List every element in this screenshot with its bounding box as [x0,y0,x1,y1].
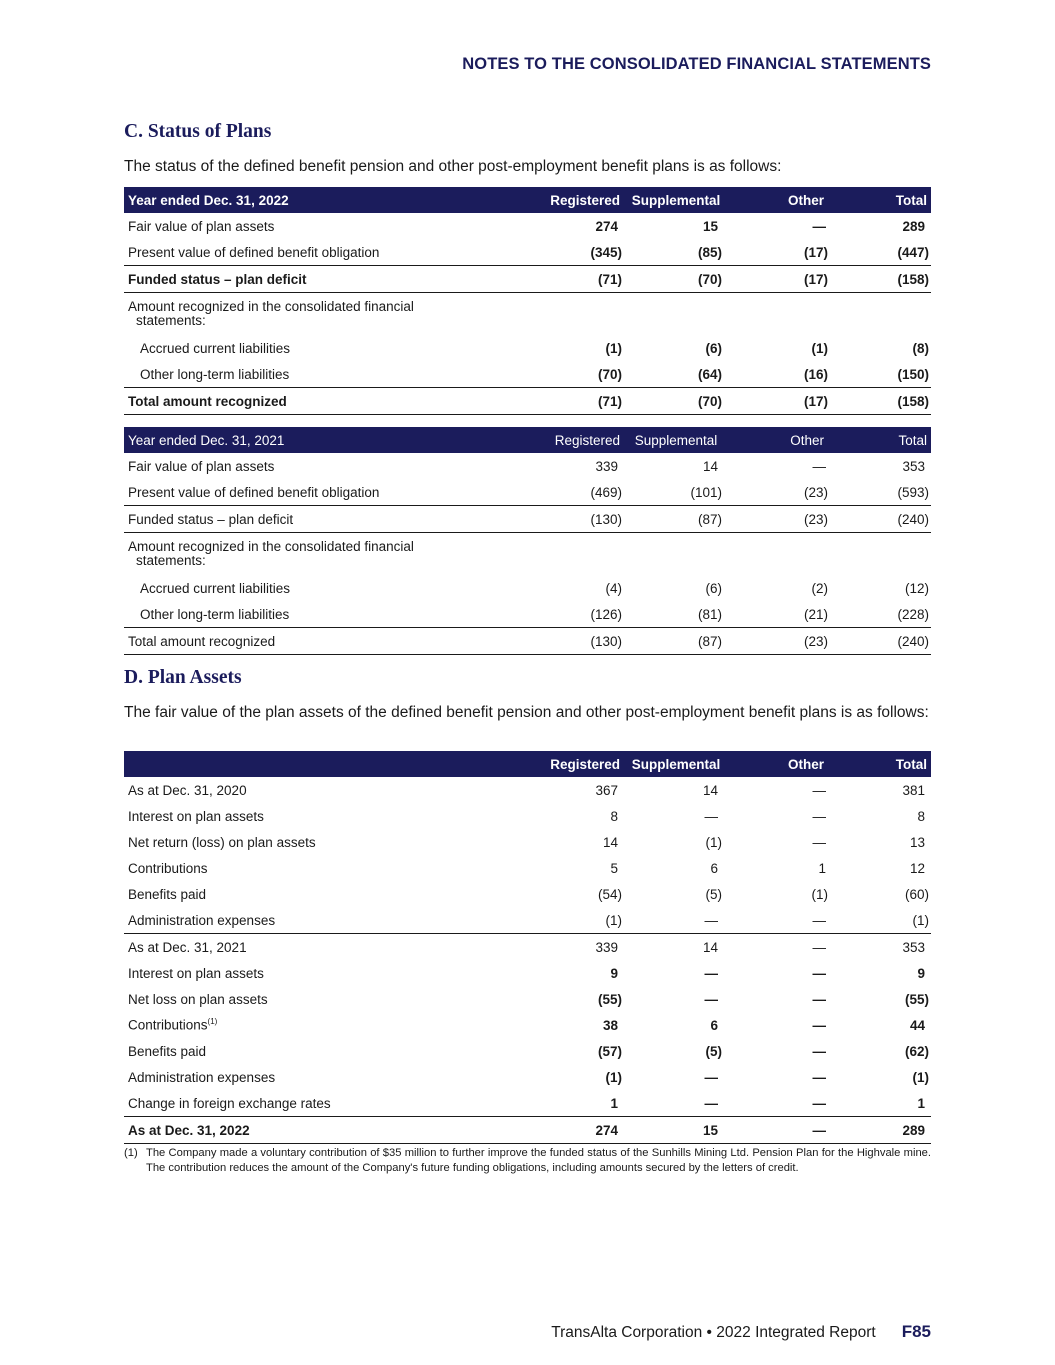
table-row [124,213,931,239]
cell-other: — [812,991,826,1007]
cell-other: — [812,965,826,981]
table-heading: Year ended Dec. 31, 2022 [128,192,289,208]
cell-total: (158) [832,388,931,415]
table-row [124,533,931,576]
row-label: Interest on plan assets [128,965,264,981]
footnote-text: The Company made a voluntary contribution of $35 million to further improve the funded status of the Sunhills Mining Ltd. Pension Plan for the Highvale mine. The contribution reduces the amount of the Company's future funding obligations, including amounts secured by the letters of credit. [146,1147,931,1174]
cell-supplemental: (81) [624,601,728,628]
col-registered: Registered [550,756,620,772]
table-row [124,293,931,336]
col-other: Other [787,192,824,208]
footnote-ref: (1) [207,1017,218,1027]
cell-other: (17) [728,266,832,293]
cell-supplemental: (70) [624,266,728,293]
row-label [124,533,528,576]
col-registered: Registered [550,192,620,208]
cell-other: (16) [728,361,832,388]
cell-other: (23) [803,484,828,500]
table-row [124,1064,931,1090]
col-supplemental: Supplemental [634,432,718,448]
page-footer [551,1322,931,1342]
row-label: Administration expenses [128,1069,276,1085]
cell-other: — [728,1117,832,1144]
status-table-2022 [124,187,931,415]
table-row [124,453,931,479]
row-label: Net loss on plan assets [128,991,268,1007]
table-row [124,1090,931,1117]
cell-registered: (71) [528,388,624,415]
table-row [124,361,931,388]
table-row [124,855,931,881]
cell-registered: (469) [590,484,622,500]
cell-other: (23) [728,628,832,655]
col-total: Total [895,192,927,208]
row-label-line2: statements: [136,313,206,328]
table-row-subtotal [124,266,931,293]
cell-supplemental: 6 [710,1017,718,1033]
cell-other: (1) [811,886,828,902]
cell-registered: (4) [605,580,622,596]
cell-other: (17) [803,244,828,260]
cell-registered: 5 [610,860,618,876]
footnote [124,1146,931,1175]
cell-registered: (71) [528,266,624,293]
cell-supplemental: (87) [624,628,728,655]
footer-company: TransAlta Corporation • 2022 Integrated Report [551,1324,876,1341]
cell-other: — [728,1090,832,1117]
cell-total: (150) [832,361,931,388]
row-label: Present value of defined benefit obligation [128,484,380,500]
row-label-line1: Amount recognized in the consolidated financial [128,539,414,554]
cell-supplemental: (5) [705,1043,722,1059]
cell-supplemental: — [624,1090,728,1117]
table-header-row [124,751,931,777]
cell-other: — [812,939,826,955]
table-row [124,960,931,986]
table-row [124,335,931,361]
cell-supplemental: — [704,965,718,981]
col-other: Other [787,756,824,772]
table-row [124,479,931,506]
table-row [124,829,931,855]
cell-supplemental: (101) [690,484,722,500]
cell-total: 353 [902,458,925,474]
cell-other: (1) [811,340,828,356]
cell-supplemental: 15 [624,1117,728,1144]
table-heading-empty [124,751,528,777]
cell-total: 1 [832,1090,931,1117]
row-label: Fair value of plan assets [128,458,275,474]
col-total: Total [895,756,927,772]
row-label: As at Dec. 31, 2022 [124,1117,528,1144]
cell-registered: 274 [528,1117,624,1144]
cell-registered: (70) [528,361,624,388]
cell-supplemental: (5) [705,886,722,902]
cell-supplemental: 6 [710,860,718,876]
cell-registered: 1 [528,1090,624,1117]
cell-supplemental: (87) [624,506,728,533]
status-table-2021 [124,427,931,655]
cell-total: (1) [832,907,931,934]
cell-other: — [812,458,826,474]
table-row-total [124,628,931,655]
cell-supplemental: 15 [702,218,718,234]
cell-total: 289 [832,1117,931,1144]
row-label-line2: statements: [136,553,206,568]
row-label-text: Contributions [128,1017,208,1033]
cell-supplemental: — [704,808,718,824]
table-row [124,881,931,907]
table-header-row [124,427,931,453]
plan-assets-table [124,751,931,1144]
cell-total: 13 [909,834,925,850]
cell-total: 353 [902,939,925,955]
section-d-title: D. Plan Assets [124,667,242,688]
cell-other: — [812,782,826,798]
row-label: Benefits paid [128,886,207,902]
cell-supplemental: 14 [702,939,718,955]
cell-supplemental: (6) [705,580,722,596]
cell-registered: 339 [595,458,618,474]
cell-other: — [812,808,826,824]
cell-other: (21) [728,601,832,628]
cell-registered: (57) [597,1043,622,1059]
cell-registered: (54) [597,886,622,902]
cell-supplemental: (85) [697,244,722,260]
cell-registered: (130) [528,506,624,533]
row-label-line1: Amount recognized in the consolidated financial [128,299,414,314]
row-label: Accrued current liabilities [140,580,291,596]
table-row-total [124,388,931,415]
cell-total: (593) [897,484,929,500]
page-number: F85 [901,1322,931,1341]
table-row-subtotal [124,506,931,533]
table-heading: Year ended Dec. 31, 2021 [128,432,285,448]
col-supplemental: Supplemental [631,756,721,772]
cell-total: (60) [904,886,929,902]
cell-total: (12) [904,580,929,596]
cell-total: (1) [912,1069,929,1085]
table-row [124,1038,931,1064]
cell-other: — [812,1043,826,1059]
cell-total: (447) [897,244,929,260]
cell-registered: (345) [590,244,622,260]
cell-other: — [812,1069,826,1085]
cell-other: — [728,907,832,934]
cell-supplemental: (70) [624,388,728,415]
row-label: Interest on plan assets [128,808,264,824]
row-label: Present value of defined benefit obligation [128,244,380,260]
col-total: Total [898,432,927,448]
row-label: Benefits paid [128,1043,207,1059]
cell-total: 9 [917,965,925,981]
cell-total: (55) [904,991,929,1007]
row-label: Accrued current liabilities [140,340,291,356]
row-label: Fair value of plan assets [128,218,275,234]
row-label [124,293,528,336]
cell-other: 1 [818,860,826,876]
col-registered: Registered [554,432,620,448]
cell-registered: 38 [602,1017,618,1033]
cell-registered: 8 [610,808,618,824]
cell-supplemental: 14 [702,782,718,798]
cell-registered: 274 [595,218,618,234]
section-d-intro: The fair value of the plan assets of the defined benefit pension and other post-employment benefit plans is as follows: [124,704,929,721]
cell-supplemental: (64) [624,361,728,388]
cell-total: (240) [832,628,931,655]
row-label: Funded status – plan deficit [124,506,528,533]
cell-other: (23) [728,506,832,533]
cell-total: 12 [909,860,925,876]
cell-registered: (55) [597,991,622,1007]
table-row [124,575,931,601]
table-row [124,777,931,803]
table-row [124,986,931,1012]
cell-supplemental: — [704,1069,718,1085]
section-c-title: C. Status of Plans [124,121,272,142]
row-label: Contributions [128,860,208,876]
row-label: As at Dec. 31, 2021 [128,939,247,955]
cell-registered: (126) [528,601,624,628]
row-label: Administration expenses [124,907,528,934]
table-row [124,803,931,829]
cell-registered: 367 [595,782,618,798]
row-label [124,1012,528,1038]
table-row [124,1012,931,1038]
cell-total: 8 [917,808,925,824]
row-label: Total amount recognized [124,388,528,415]
table-row [124,239,931,266]
cell-registered: (130) [528,628,624,655]
row-label: Total amount recognized [124,628,528,655]
cell-other: — [812,834,826,850]
col-supplemental: Supplemental [631,192,721,208]
row-label: Funded status – plan deficit [124,266,528,293]
cell-registered: 14 [602,834,618,850]
cell-registered: 339 [595,939,618,955]
cell-supplemental: — [624,907,728,934]
cell-registered: (1) [528,907,624,934]
row-label: As at Dec. 31, 2020 [128,782,247,798]
cell-total: (8) [912,340,929,356]
cell-total: (240) [832,506,931,533]
cell-total: (62) [904,1043,929,1059]
cell-registered: (1) [605,1069,622,1085]
cell-other: (2) [811,580,828,596]
cell-total: 44 [909,1017,925,1033]
cell-registered: (1) [605,340,622,356]
cell-supplemental: (6) [705,340,722,356]
section-c-intro: The status of the defined benefit pension and other post-employment benefit plans is as follows: [124,158,782,175]
page-header-title: NOTES TO THE CONSOLIDATED FINANCIAL STATEMENTS [462,55,931,73]
cell-other: — [812,1017,826,1033]
cell-supplemental: (1) [705,834,722,850]
table-header-row [124,187,931,213]
cell-total: 381 [902,782,925,798]
cell-other: — [812,218,826,234]
cell-other: (17) [728,388,832,415]
row-label: Net return (loss) on plan assets [128,834,316,850]
cell-total: 289 [902,218,925,234]
footnote-mark: (1) [124,1147,138,1159]
table-row-subtotal [124,934,931,961]
cell-total: (158) [832,266,931,293]
row-label: Other long-term liabilities [124,601,528,628]
table-row [124,601,931,628]
table-row-total [124,1117,931,1144]
row-label: Change in foreign exchange rates [124,1090,528,1117]
cell-supplemental: 14 [702,458,718,474]
cell-supplemental: — [704,991,718,1007]
row-label: Other long-term liabilities [124,361,528,388]
table-row [124,907,931,934]
cell-total: (228) [832,601,931,628]
col-other: Other [790,432,824,448]
cell-registered: 9 [610,965,618,981]
